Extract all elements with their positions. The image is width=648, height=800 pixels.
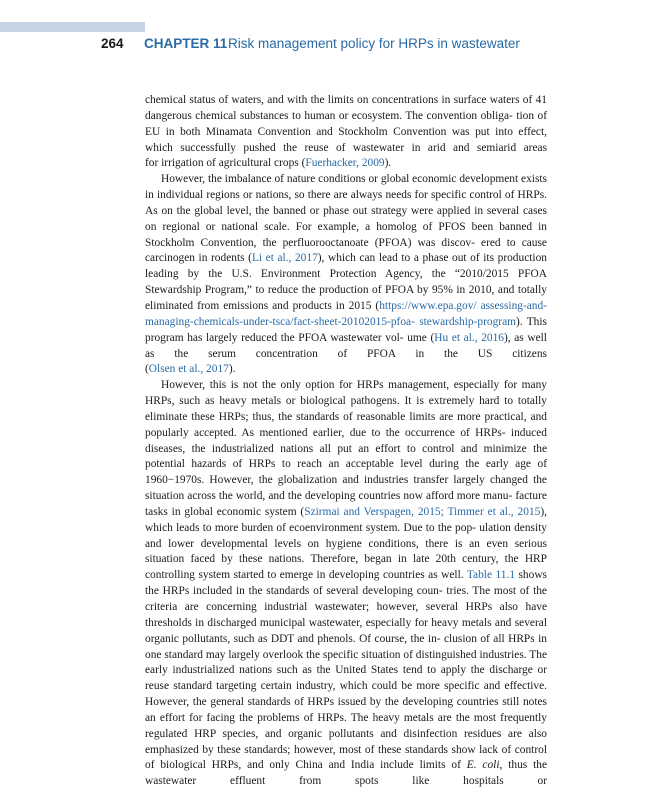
citation-link[interactable]: Olsen et al., 2017 [148, 363, 229, 376]
table-reference-link[interactable]: Table 11.1 [466, 569, 516, 582]
page-number: 264 [101, 36, 124, 51]
paragraph-1-end: for irrigation of agricultural crops (Fuerhacker, 2009). [145, 157, 392, 170]
running-title: Risk management policy for HRPs in wastewater [228, 36, 520, 51]
running-header [0, 36, 648, 56]
citation-link[interactable]: Fuerhacker, 2009 [305, 157, 385, 170]
body-text [145, 93, 547, 790]
url-link[interactable]: stewardship-program [419, 315, 516, 328]
paragraph-2: However, the imbalance of nature conditions or global economic development exists in individual regions or nations, so there are always needs for specific control of HRPs. As on the global level, the banned or phase out strategy were applied in several cases on regional or national scale. For example, a homolog of PFOS been banned in Stockholm Convention, the perfluorooctanoate (PFOA) was discov- ered to cause carcinogen in rodents (Li et al., 2017), which can lead to a phase out of its production leading by the U.S. Environment Protection Agency, the “2010/2015 PFOA Stewardship Program,” to reduce the production of PFOA by 95% in 2010, and totally eliminated from emissions and products in 2015 (https://www.epa.gov/ assessing-and-managing-chemicals-under-tsca/fact-sheet-20102015-pfoa- stewardship-program). This program has largely reduced the PFOA wastewater vol- ume (Hu et al., 2016), as well as the serum concentration of PFOA in the US citizens [145, 173, 548, 360]
url-link[interactable]: assessing-and-managing-chemicals-under-tsca/fact-sheet-20102015-pfoa- [145, 299, 547, 328]
paragraph-1: chemical status of waters, and with the limits on concentrations in surface waters of 41 dangerous chemical substances to human or ecosystem. The convention obliga- tion of EU in both Minamata Convention and Stockholm Convention was put into effect, which successfully pushed the reuse of wastewater in arid and semiarid areas [145, 94, 547, 154]
url-link[interactable]: https://www.epa.gov/ [379, 299, 477, 312]
citation-link[interactable]: Li et al., 2017 [251, 252, 318, 265]
paragraph-3: However, this is not the only option for HRPs management, especially for many HRPs, such as heavy metals or biological pathogens. It is extremely hard to totally eliminate these HRPs; thus, the standards of reasonable limits are more practical, and popularly accepted. As mentioned earlier, due to the occurrence of HRPs- induced diseases, the industrialized nations all put an effort to control and minimize the potential hazards of HRPs to reach an acceptable level during the early age of 1960−1970s. However, the globalization and industries transfer largely changed the situation across the world, and the developing countries now afford more manu- facture tasks in global economic system (Szirmai and Verspagen, 2015; Timmer et al., 2015), which leads to more burden of ecoenvironment system. Due to the pop- ulation density and lower developmental levels on hygiene conditions, there is an even serious situation faced by these nations. Therefore, began in late 20th century, the HRP controlling system started to emerge in developing countries as well. Table 11.1 shows the HRPs included in the standards of several developing coun- tries. The most of the criteria are concerning industrial wastewater; however, several HRPs also have thresholds in discharged municipal wastewater, especially for heavy metals and several organic pollutants, such as DDT and phenols. Of course, the in- clusion of all HRPs in one standard may largely overlook the specific situation of distinguished industries. The early industrialized nations such as the United States tend to apply the discharge or reuse standard targeting certain industry, which could be more specific and effective. However, the general standards of HRPs issued by the developing countries still notes an effort for facing the problems of HRPs. The heavy metals are the most frequently regulated HRP species, and organic pollutants and disinfection residues are also emphasized by these standards; however, most of these standards show lack of control of biological HRPs, and only China and India include limits of E. coli, thus the wastewater effluent from spots like hospitals or [145, 379, 548, 788]
citation-link[interactable]: Szirmai and Verspagen, 2015; Timmer [304, 505, 484, 518]
paragraph-2-end: (Olsen et al., 2017). [145, 363, 236, 376]
header-accent-bar [0, 22, 145, 32]
citation-link[interactable]: Hu et al., 2016 [434, 331, 504, 344]
citation-link[interactable]: et al., 2015 [487, 505, 541, 518]
chapter-label: CHAPTER 11 [144, 36, 228, 51]
